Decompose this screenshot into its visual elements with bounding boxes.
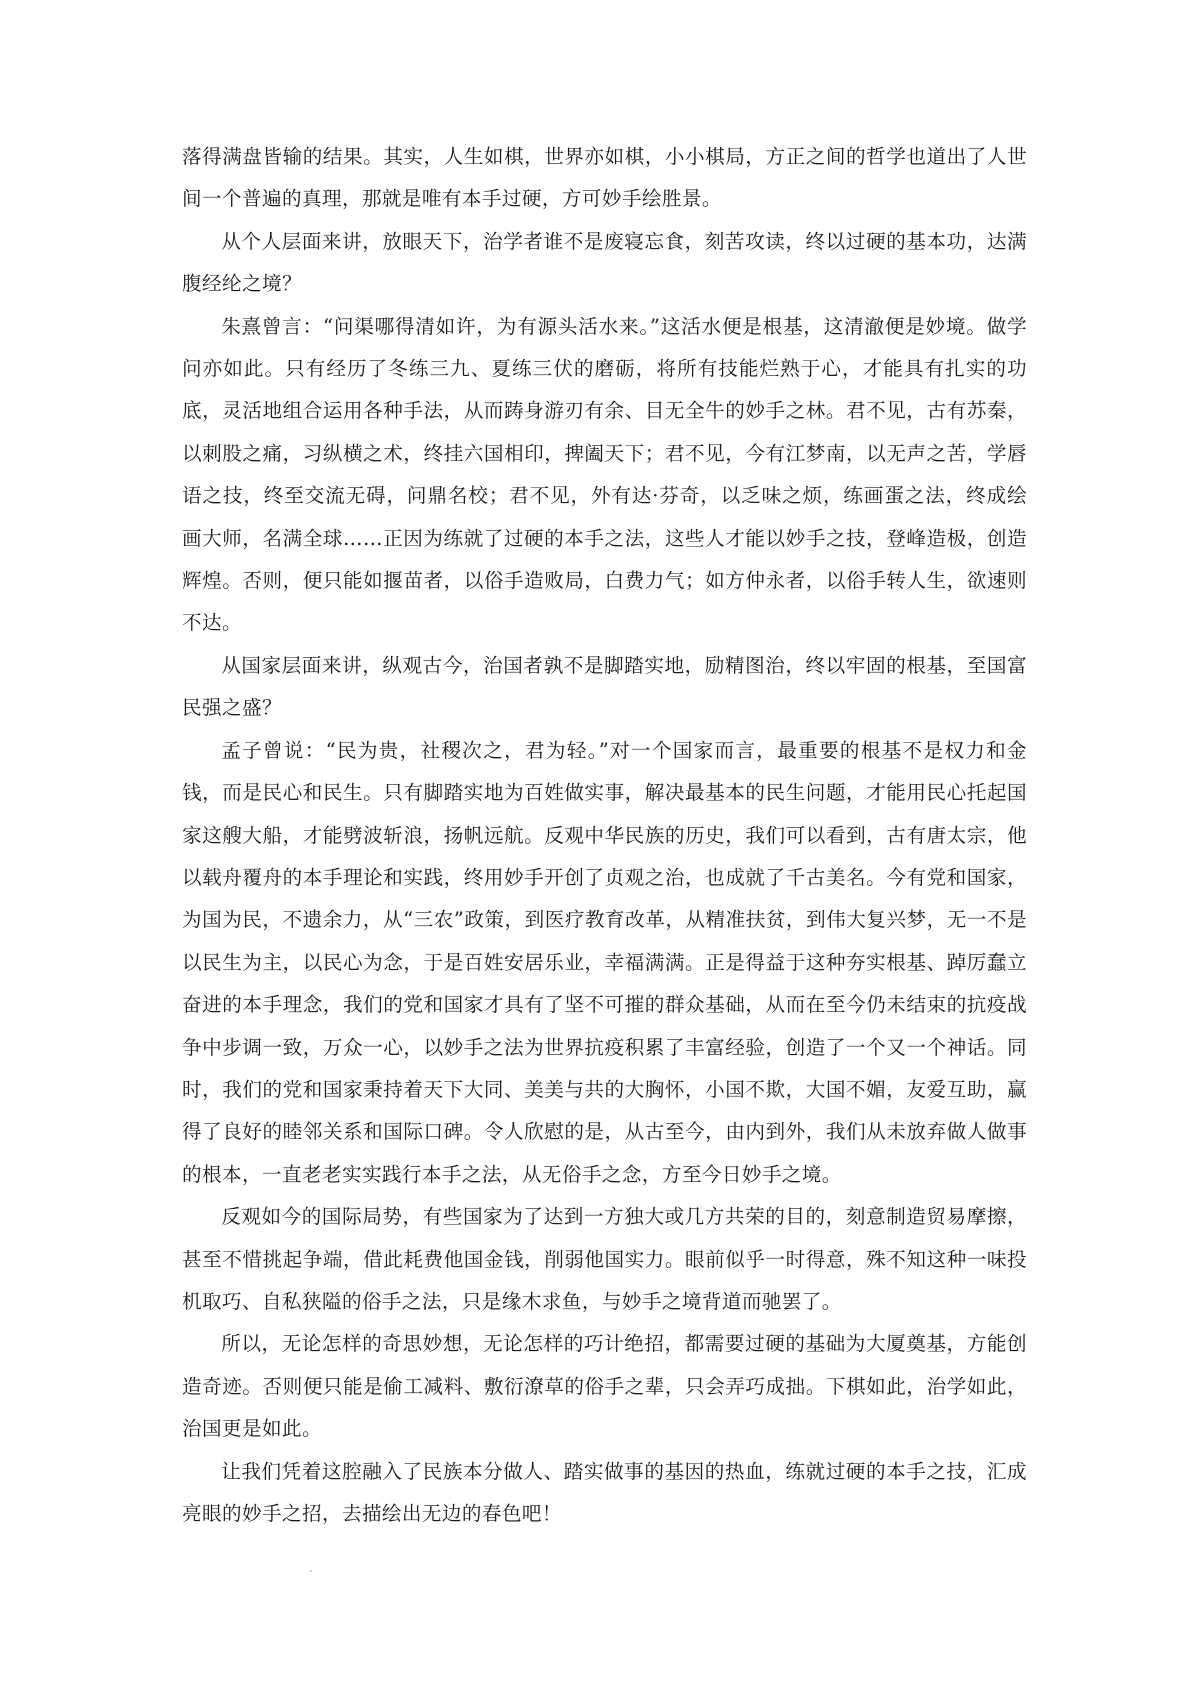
- paragraph-international-situation: 反观如今的国际局势，有些国家为了达到一方独大或几方共荣的目的，刻意制造贸易摩擦，甚至不惜挑起争端，借此耗费他国金钱，削弱他国实力。眼前似乎一时得意，殊不知这种一味投机取巧、自私狭隘的俗手之法，只是缘木求鱼，与妙手之境背道而驰罢了。: [182, 1205, 1027, 1313]
- paragraph-zhuxi-quote: 朱熹曾言：“问渠哪得清如许，为有源头活水来。”这活水便是根基，这清澈便是妙境。做学问亦如此。只有经历了冬练三九、夏练三伏的磨砺，将所有技能烂熟于心，才能具有扎实的功底，灵活地组合运用各种手法，从而踌身游刃有余、目无全牛的妙手之林。君不见，古有苏秦，以刺股之痛，习纵横之术，终挂六国相印，捭阖天下；君不见，今有江梦南，以无声之苦，学唇语之技，终至交流无碍，问鼎名校；君不见，外有达·芬奇，以乏味之烦，练画蛋之法，终成绘画大师，名满全球……正因为练就了过硬的本手之法，这些人才能以妙手之技，登峰造极，创造辉煌。否则，便只能如揠苗者，以俗手造败局，白费力气；如方仲永者，以俗手转人生，欲速则不达。: [182, 314, 1027, 635]
- paragraph-continuation: 落得满盘皆输的结果。其实，人生如棋，世界亦如棋，小小棋局，方正之间的哲学也道出了人世间一个普遍的真理，那就是唯有本手过硬，方可妙手绘胜景。: [182, 145, 1027, 211]
- paragraph-personal-level: 从个人层面来讲，放眼天下，治学者谁不是废寝忘食，刻苦攻读，终以过硬的基本功，达满腹经纶之境？: [182, 229, 1027, 296]
- essay-body: [182, 136, 1027, 1535]
- paragraph-mencius-quote: 孟子曾说：“民为贵，社稷次之，君为轻。”对一个国家而言，最重要的根基不是权力和金钱，而是民心和民生。只有脚踏实地为百姓做实事，解决最基本的民生问题，才能用民心托起国家这艘大船，才能劈波斩浪，扬帆远航。反观中华民族的历史，我们可以看到，古有唐太宗，他以载舟覆舟的本手理论和实践，终用妙手开创了贞观之治，也成就了千古美名。今有党和国家，为国为民，不遗余力，从“三农”政策，到医疗教育改革，从精准扶贫，到伟大复兴梦，无一不是以民生为主，以民心为念，于是百姓安居乐业，幸福满满。正是得益于这种夯实根基、踔厉蠢立奋进的本手理念，我们的党和国家才具有了坚不可摧的群众基础，从而在至今仍未结束的抗疫战争中步调一致，万众一心，以妙手之法为世界抗疫积累了丰富经验，创造了一个又一个神话。同时，我们的党和国家秉持着天下大同、美美与共的大胸怀，小国不欺，大国不媚，友爱互助，赢得了良好的睦邻关系和国际口碑。令人欣慰的是，从古至今，由内到外，我们从未放弃做人做事的根本，一直老老实实践行本手之法，从无俗手之念，方至今日妙手之境。: [182, 738, 1027, 1186]
- paragraph-conclusion: 所以，无论怎样的奇思妙想，无论怎样的巧计绝招，都需要过硬的基础为大厦奠基，方能创造奇迹。否则便只能是偷工减料、敷衍潦草的俗手之辈，只会弄巧成拙。下棋如此，治学如此，治国更是如此。: [182, 1332, 1027, 1441]
- scan-dot: [310, 1570, 312, 1572]
- paragraph-closing: 让我们凭着这腔融入了民族本分做人、踏实做事的基因的热血，练就过硬的本手之技，汇成亮眼的妙手之招，去描绘出无边的春色吧！: [182, 1459, 1027, 1525]
- paragraph-national-level: 从国家层面来讲，纵观古今，治国者孰不是脚踏实地，励精图治，终以牢固的根基，至国富民强之盛？: [182, 653, 1027, 720]
